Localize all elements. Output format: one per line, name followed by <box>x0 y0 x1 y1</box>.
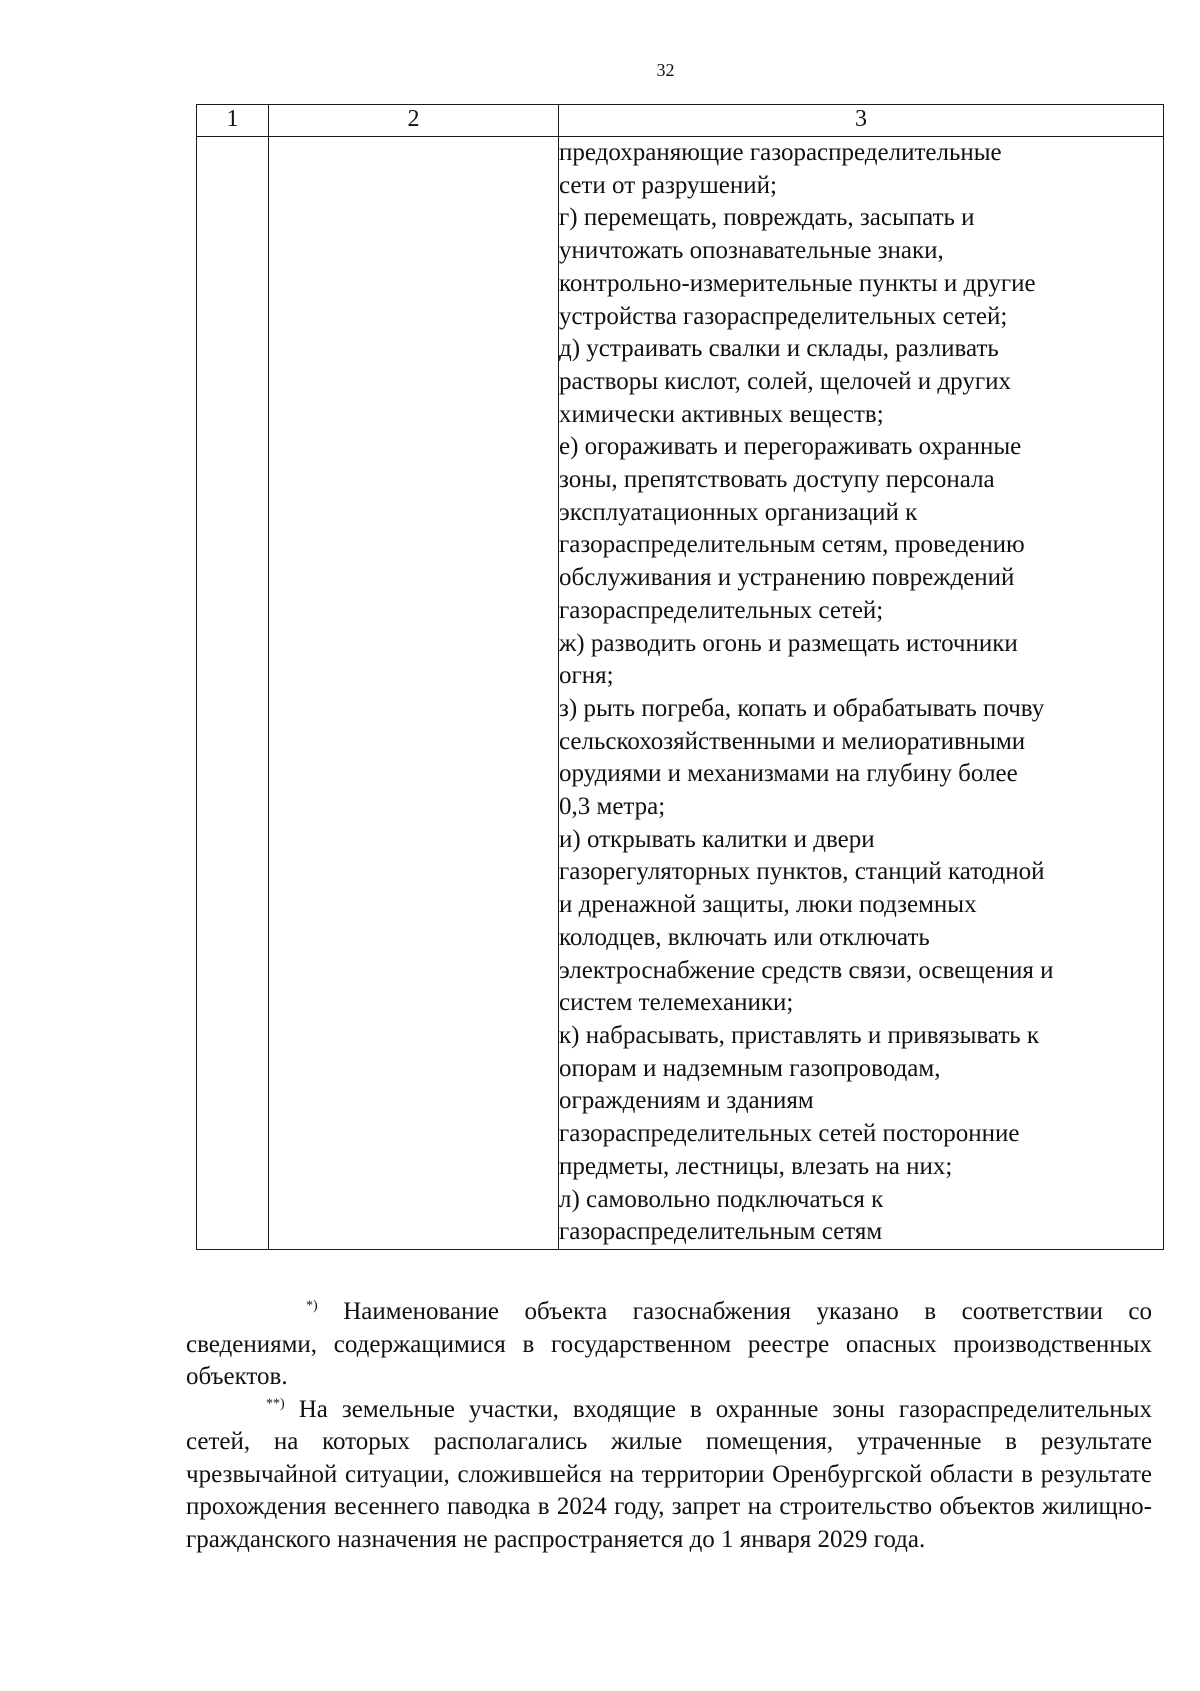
text-line: к) набрасывать, приставлять и привязывать к <box>559 1021 1040 1049</box>
text-line: орудиями и механизмами на глубину более <box>559 760 1018 788</box>
document-table <box>196 104 1164 1250</box>
text-line: колодцев, включать или отключать <box>559 923 930 951</box>
text-line: растворы кислот, солей, щелочей и других <box>559 367 1011 395</box>
text-line: химически активных веществ; <box>559 400 884 428</box>
footnote-1-marker: *) <box>306 1298 318 1314</box>
text-line: з) рыть погреба, копать и обрабатывать почву <box>559 694 1045 722</box>
text-line: предохраняющие газораспределительные <box>559 139 1002 166</box>
footnote-1 <box>186 1296 1152 1394</box>
table-cell-col2 <box>269 137 559 1250</box>
table-cell-col1 <box>197 137 269 1250</box>
text-line: е) огораживать и перегораживать охранные <box>559 433 1022 461</box>
text-line: и дренажной защиты, люки подземных <box>559 891 977 919</box>
column-header-1: 1 <box>197 105 269 137</box>
footnote-1-text: Наименование объекта газоснабжения указано в соответствии со сведениями, содержащимися в государственном реестре опасных производственных объектов. <box>186 1298 1153 1390</box>
text-line: опорам и надземным газопроводам, <box>559 1054 941 1082</box>
text-line: электроснабжение средств связи, освещения и <box>559 956 1054 984</box>
page-number: 32 <box>656 60 675 80</box>
text-line: газораспределительным сетям, проведению <box>559 531 1025 559</box>
text-line: газораспределительных сетей посторонние <box>559 1120 1020 1148</box>
text-line: предметы, лестницы, влезать на них; <box>559 1152 953 1180</box>
text-line: газорегуляторных пунктов, станций катодной <box>559 858 1045 886</box>
footnote-2-text: На земельные участки, входящие в охранные зоны газораспределительных сетей, на которых располагались жилые помещения, утраченные в результате чрезвычайной ситуации, сложившейся на территории Оренбургской области в результате прохождения весеннего паводка в 2024 году, запрет на строительство объектов жилищно-гражданского назначения не распространяется до 1 января 2029 года. <box>186 1395 1152 1553</box>
text-line: контрольно-измерительные пункты и другие <box>559 269 1036 297</box>
text-line: 0,3 метра; <box>559 793 666 821</box>
text-line: уничтожать опознавательные знаки, <box>559 237 944 265</box>
text-line: обслуживания и устранению повреждений <box>559 564 1015 592</box>
text-line: сельскохозяйственными и мелиоративными <box>559 727 1026 755</box>
table-row <box>197 137 1164 1250</box>
text-line: л) самовольно подключаться к <box>559 1185 884 1213</box>
text-line: д) устраивать свалки и склады, разливать <box>559 335 999 363</box>
text-line: эксплуатационных организаций к <box>559 498 918 526</box>
text-line: огня; <box>559 662 614 690</box>
footnote-2 <box>186 1394 1152 1557</box>
footnotes <box>186 1296 1152 1556</box>
text-line: газораспределительным сетям <box>559 1218 883 1246</box>
text-line: зоны, препятствовать доступу персонала <box>559 466 995 494</box>
text-line: сети от разрушений; <box>559 171 777 199</box>
text-line: газораспределительных сетей; <box>559 596 884 624</box>
table-header-row <box>197 105 1164 137</box>
column-header-3: 3 <box>559 105 1164 137</box>
text-line: систем телемеханики; <box>559 989 794 1017</box>
footnote-2-marker: **) <box>266 1396 285 1412</box>
column-header-2: 2 <box>269 105 559 137</box>
text-line: и) открывать калитки и двери <box>559 825 875 853</box>
text-line: устройства газораспределительных сетей; <box>559 302 1008 330</box>
text-line: ограждениям и зданиям <box>559 1087 814 1115</box>
text-line: г) перемещать, повреждать, засыпать и <box>559 204 975 232</box>
text-line: ж) разводить огонь и размещать источники <box>559 629 1018 657</box>
restrictions-text <box>559 137 1163 1249</box>
table-cell-col3 <box>559 137 1164 1250</box>
